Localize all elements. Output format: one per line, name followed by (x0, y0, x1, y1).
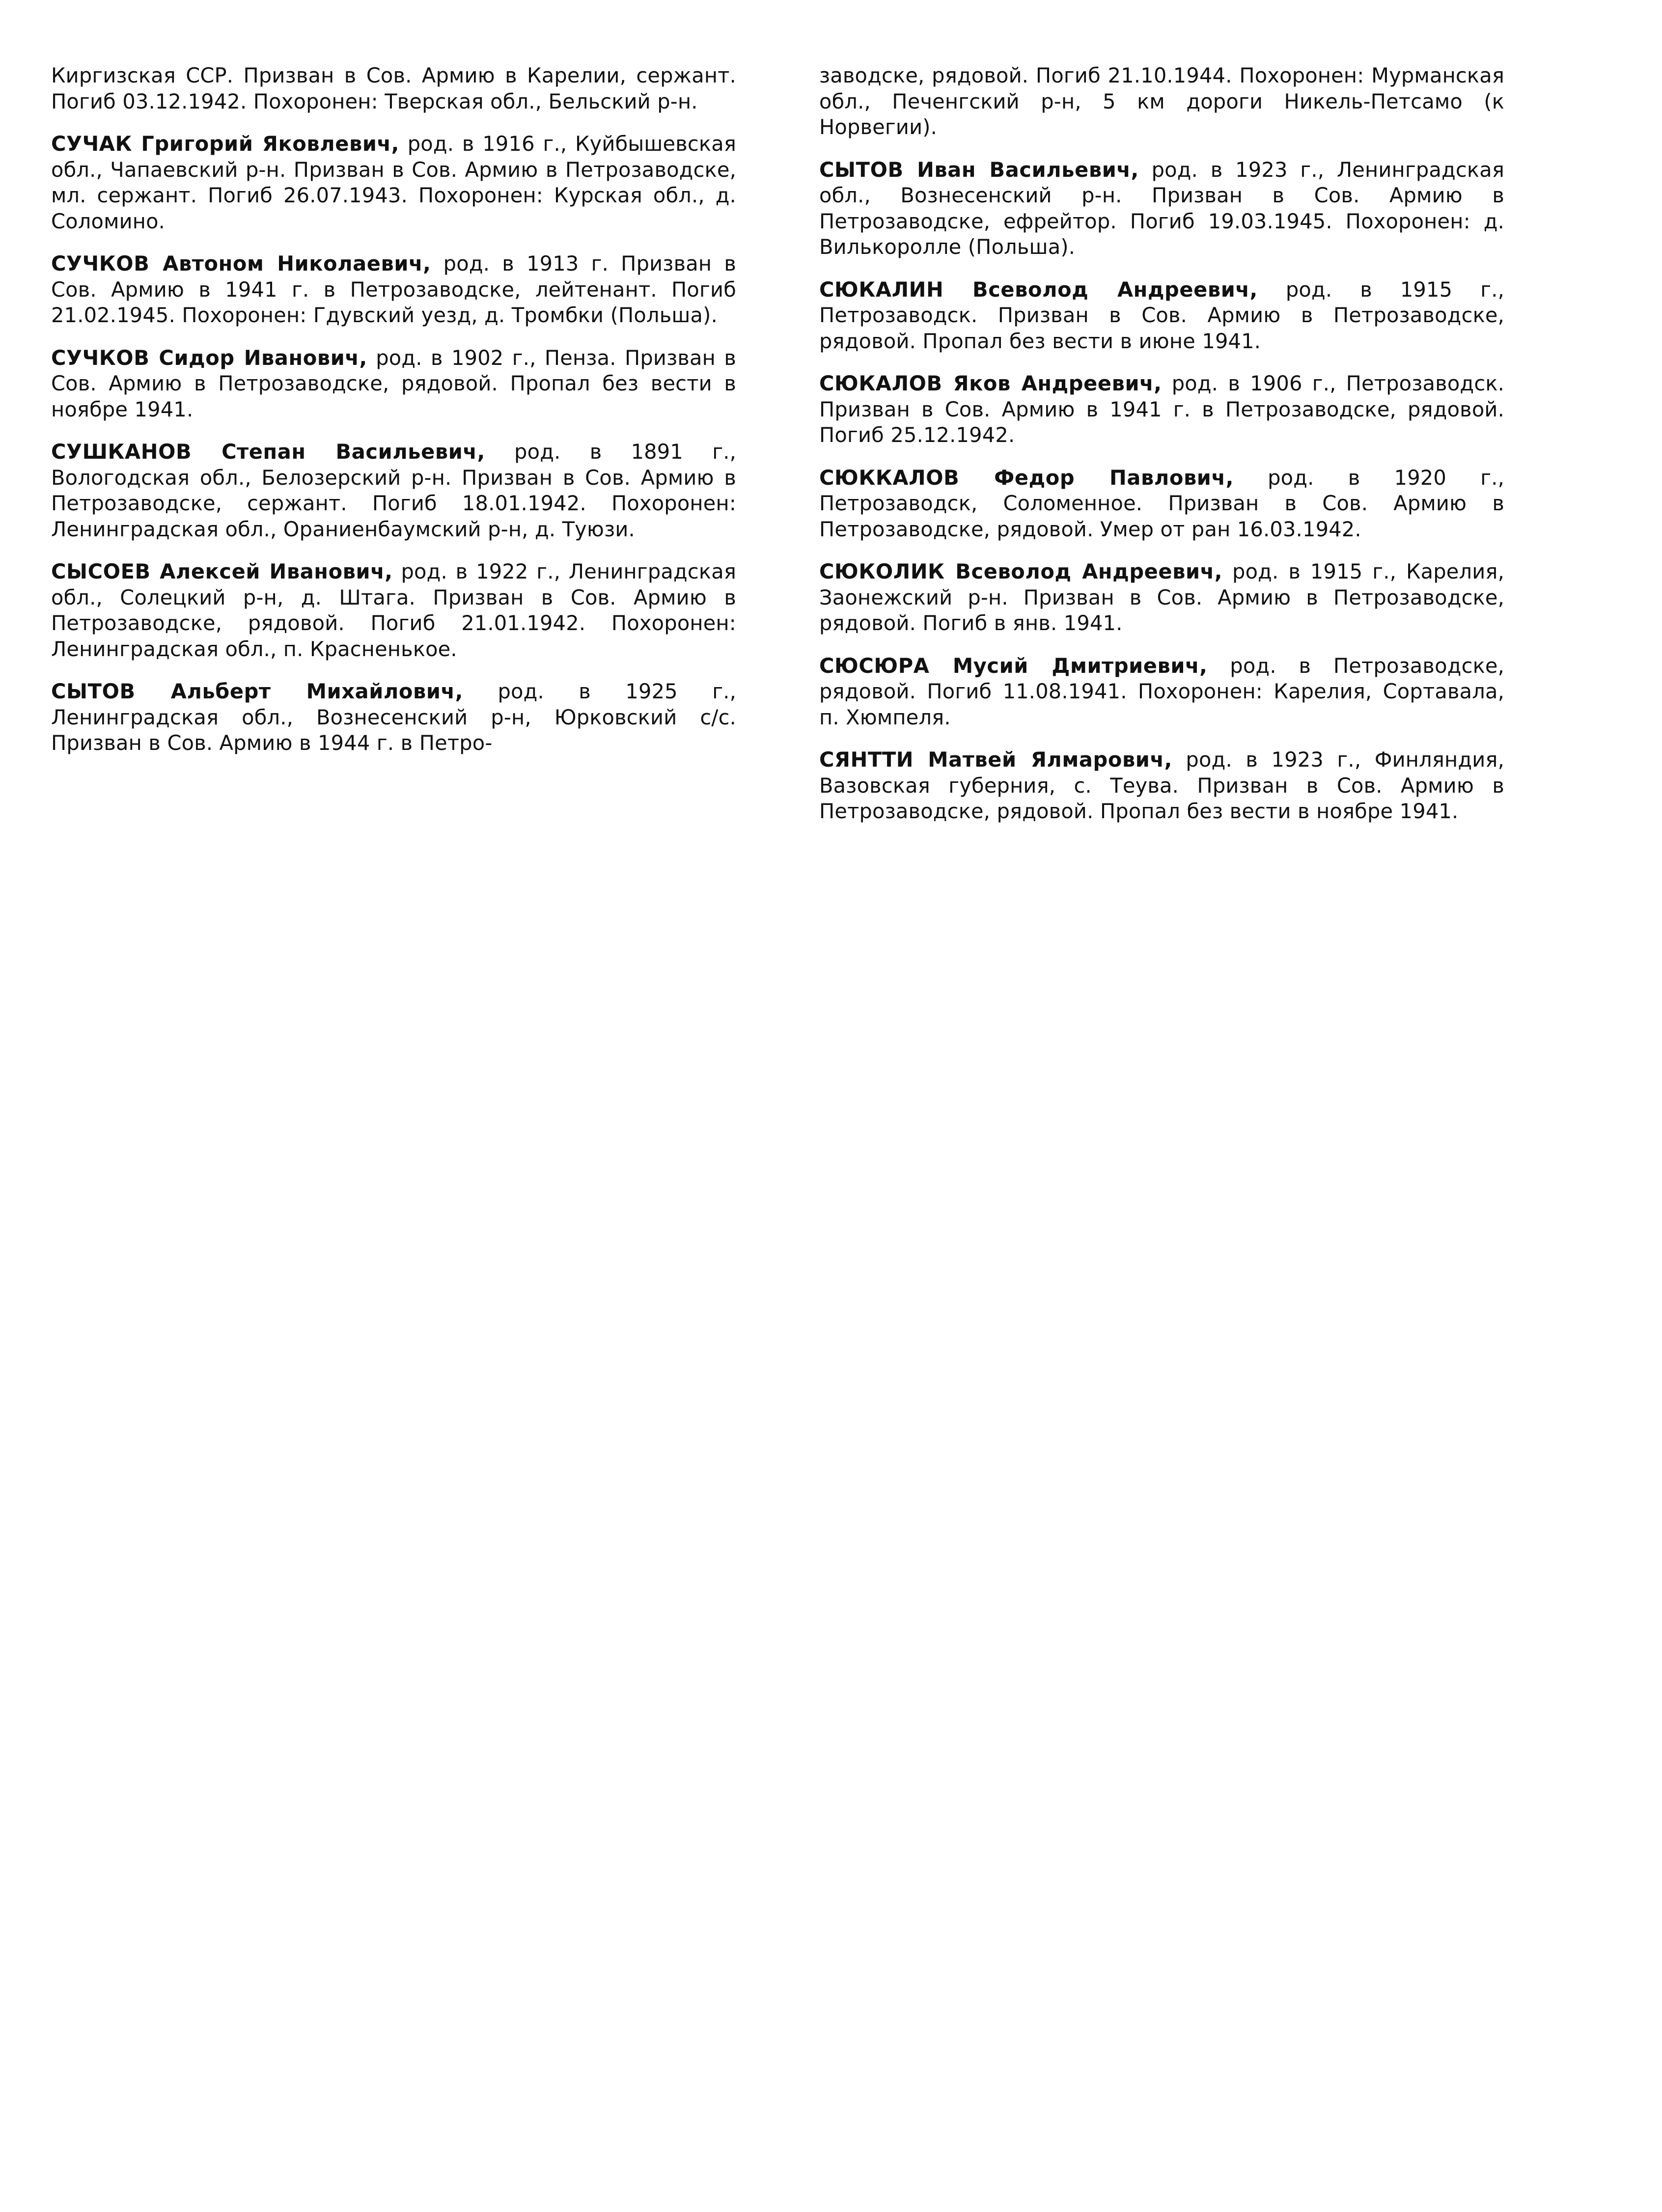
entry-name: СЫТОВ Иван Васильевич, (819, 157, 1139, 182)
entry-syusyura (819, 653, 1504, 731)
entry-name: СУШКАНОВ Степан Васильевич, (51, 440, 485, 464)
entry-sytov-ivan (819, 157, 1504, 260)
entry-suchkov-sidor (51, 345, 736, 423)
entry-syukolik (819, 559, 1504, 636)
entry-text: род. в 1923 г., Ленинградская обл., Вознесенский р-н. Призван в Сов. Армию в Петрозаводске, ефрейтор. Погиб 19.03.1945. Похоронен: д. Вилькоролле (Польша). (819, 157, 1504, 259)
entry-name: СЫТОВ Альберт Михайлович, (51, 679, 464, 703)
entry-suchkov-avtonom (51, 251, 736, 329)
entry-syukalin (819, 277, 1504, 355)
right-continuation-text: заводске, рядовой. Погиб 21.10.1944. Похоронен: Мурманская обл., Печенгский р-н, 5 км дороги Никель-Петсамо (к Норвегии). (819, 63, 1504, 139)
entry-text: род. в 1925 г., Ленинградская обл., Вознесенский р-н, Юрковский с/с. Призван в Сов. Армию в 1944 г. в Петро- (51, 679, 736, 755)
entry-name: СЫСОЕВ Алексей Иванович, (51, 559, 393, 583)
entry-text: род. в 1913 г. Призван в Сов. Армию в 1941 г. в Петрозаводске, лейтенант. Погиб 21.02.1945. Похоронен: Гдувский уезд, д. Тромбки (Польша). (51, 251, 737, 327)
entry-text: род. в 1922 г., Ленинградская обл., Солецкий р-н, д. Штага. Призван в Сов. Армию в Петрозаводске, рядовой. Погиб 21.01.1942. Похоронен: Ленинградская обл., п. Красненькое. (51, 559, 736, 661)
entry-sysoev (51, 559, 736, 662)
entry-text: род. в 1915 г., Петрозаводск. Призван в Сов. Армию в Петрозаводске, рядовой. Пропал без вести в июне 1941. (819, 277, 1504, 353)
left-continuation-text: Киргизская ССР. Призван в Сов. Армию в Карелии, сержант. Погиб 03.12.1942. Похоронен: Тверская обл., Бельский р-н. (51, 63, 736, 113)
entry-name: СУЧКОВ Автоном Николаевич, (51, 251, 431, 276)
entry-sytov-albert (51, 679, 736, 756)
right-column (819, 63, 1504, 841)
entry-name: СУЧАК Григорий Яковлевич, (51, 132, 399, 156)
entry-name: СЮКАЛИН Всеволод Андреевич, (819, 277, 1258, 302)
entry-text: род. в 1902 г., Пенза. Призван в Сов. Армию в Петрозаводске, рядовой. Пропал без вести в ноябре 1941. (51, 345, 736, 421)
entry-syukkalov (819, 465, 1504, 543)
entry-syukalov (819, 371, 1504, 448)
entry-text: род. в 1891 г., Вологодская обл., Белозерский р-н. Призван в Сов. Армию в Петрозаводске, сержант. Погиб 18.01.1942. Похоронен: Ленинградская обл., Ораниенбаумский р-н, д. Туюзи. (51, 440, 736, 541)
entry-text: род. в Петрозаводске, рядовой. Погиб 11.08.1941. Похоронен: Карелия, Сортавала, п. Хюмпеля. (819, 653, 1504, 729)
entry-name: СЮККАЛОВ Федор Павлович, (819, 465, 1234, 490)
entry-name: СЮКОЛИК Всеволод Андреевич, (819, 559, 1223, 583)
entry-suchak (51, 131, 736, 234)
entry-name: СЮСЮРА Мусий Дмитриевич, (819, 653, 1208, 678)
entry-text: род. в 1920 г., Петрозаводск, Соломенное. Призван в Сов. Армию в Петрозаводске, рядовой. Умер от ран 16.03.1942. (819, 465, 1504, 541)
entry-syantti (819, 747, 1504, 825)
entry-sushkanov (51, 439, 736, 542)
entry-name: СЮКАЛОВ Яков Андреевич, (819, 371, 1162, 395)
entry-text: род. в 1915 г., Карелия, Заонежский р-н. Призван в Сов. Армию в Петрозаводске, рядовой. Погиб в янв. 1941. (819, 559, 1504, 635)
entry-text: род. в 1923 г., Финляндия, Вазовская губерния, с. Теува. Призван в Сов. Армию в Петрозаводске, рядовой. Пропал без вести в ноябре 1941. (819, 747, 1504, 823)
entry-name: СУЧКОВ Сидор Иванович, (51, 345, 367, 370)
entry-text: род. в 1906 г., Петрозаводск. Призван в Сов. Армию в 1941 г. в Петрозаводске, рядовой. Погиб 25.12.1942. (819, 371, 1504, 447)
entry-text: род. в 1916 г., Куйбышевская обл., Чапаевский р-н. Призван в Сов. Армию в Петрозаводске, мл. сержант. Погиб 26.07.1943. Похоронен: Курская обл., д. Соломино. (51, 132, 736, 233)
entry-name: СЯНТТИ Матвей Ялмарович, (819, 747, 1172, 772)
left-column (51, 63, 736, 773)
